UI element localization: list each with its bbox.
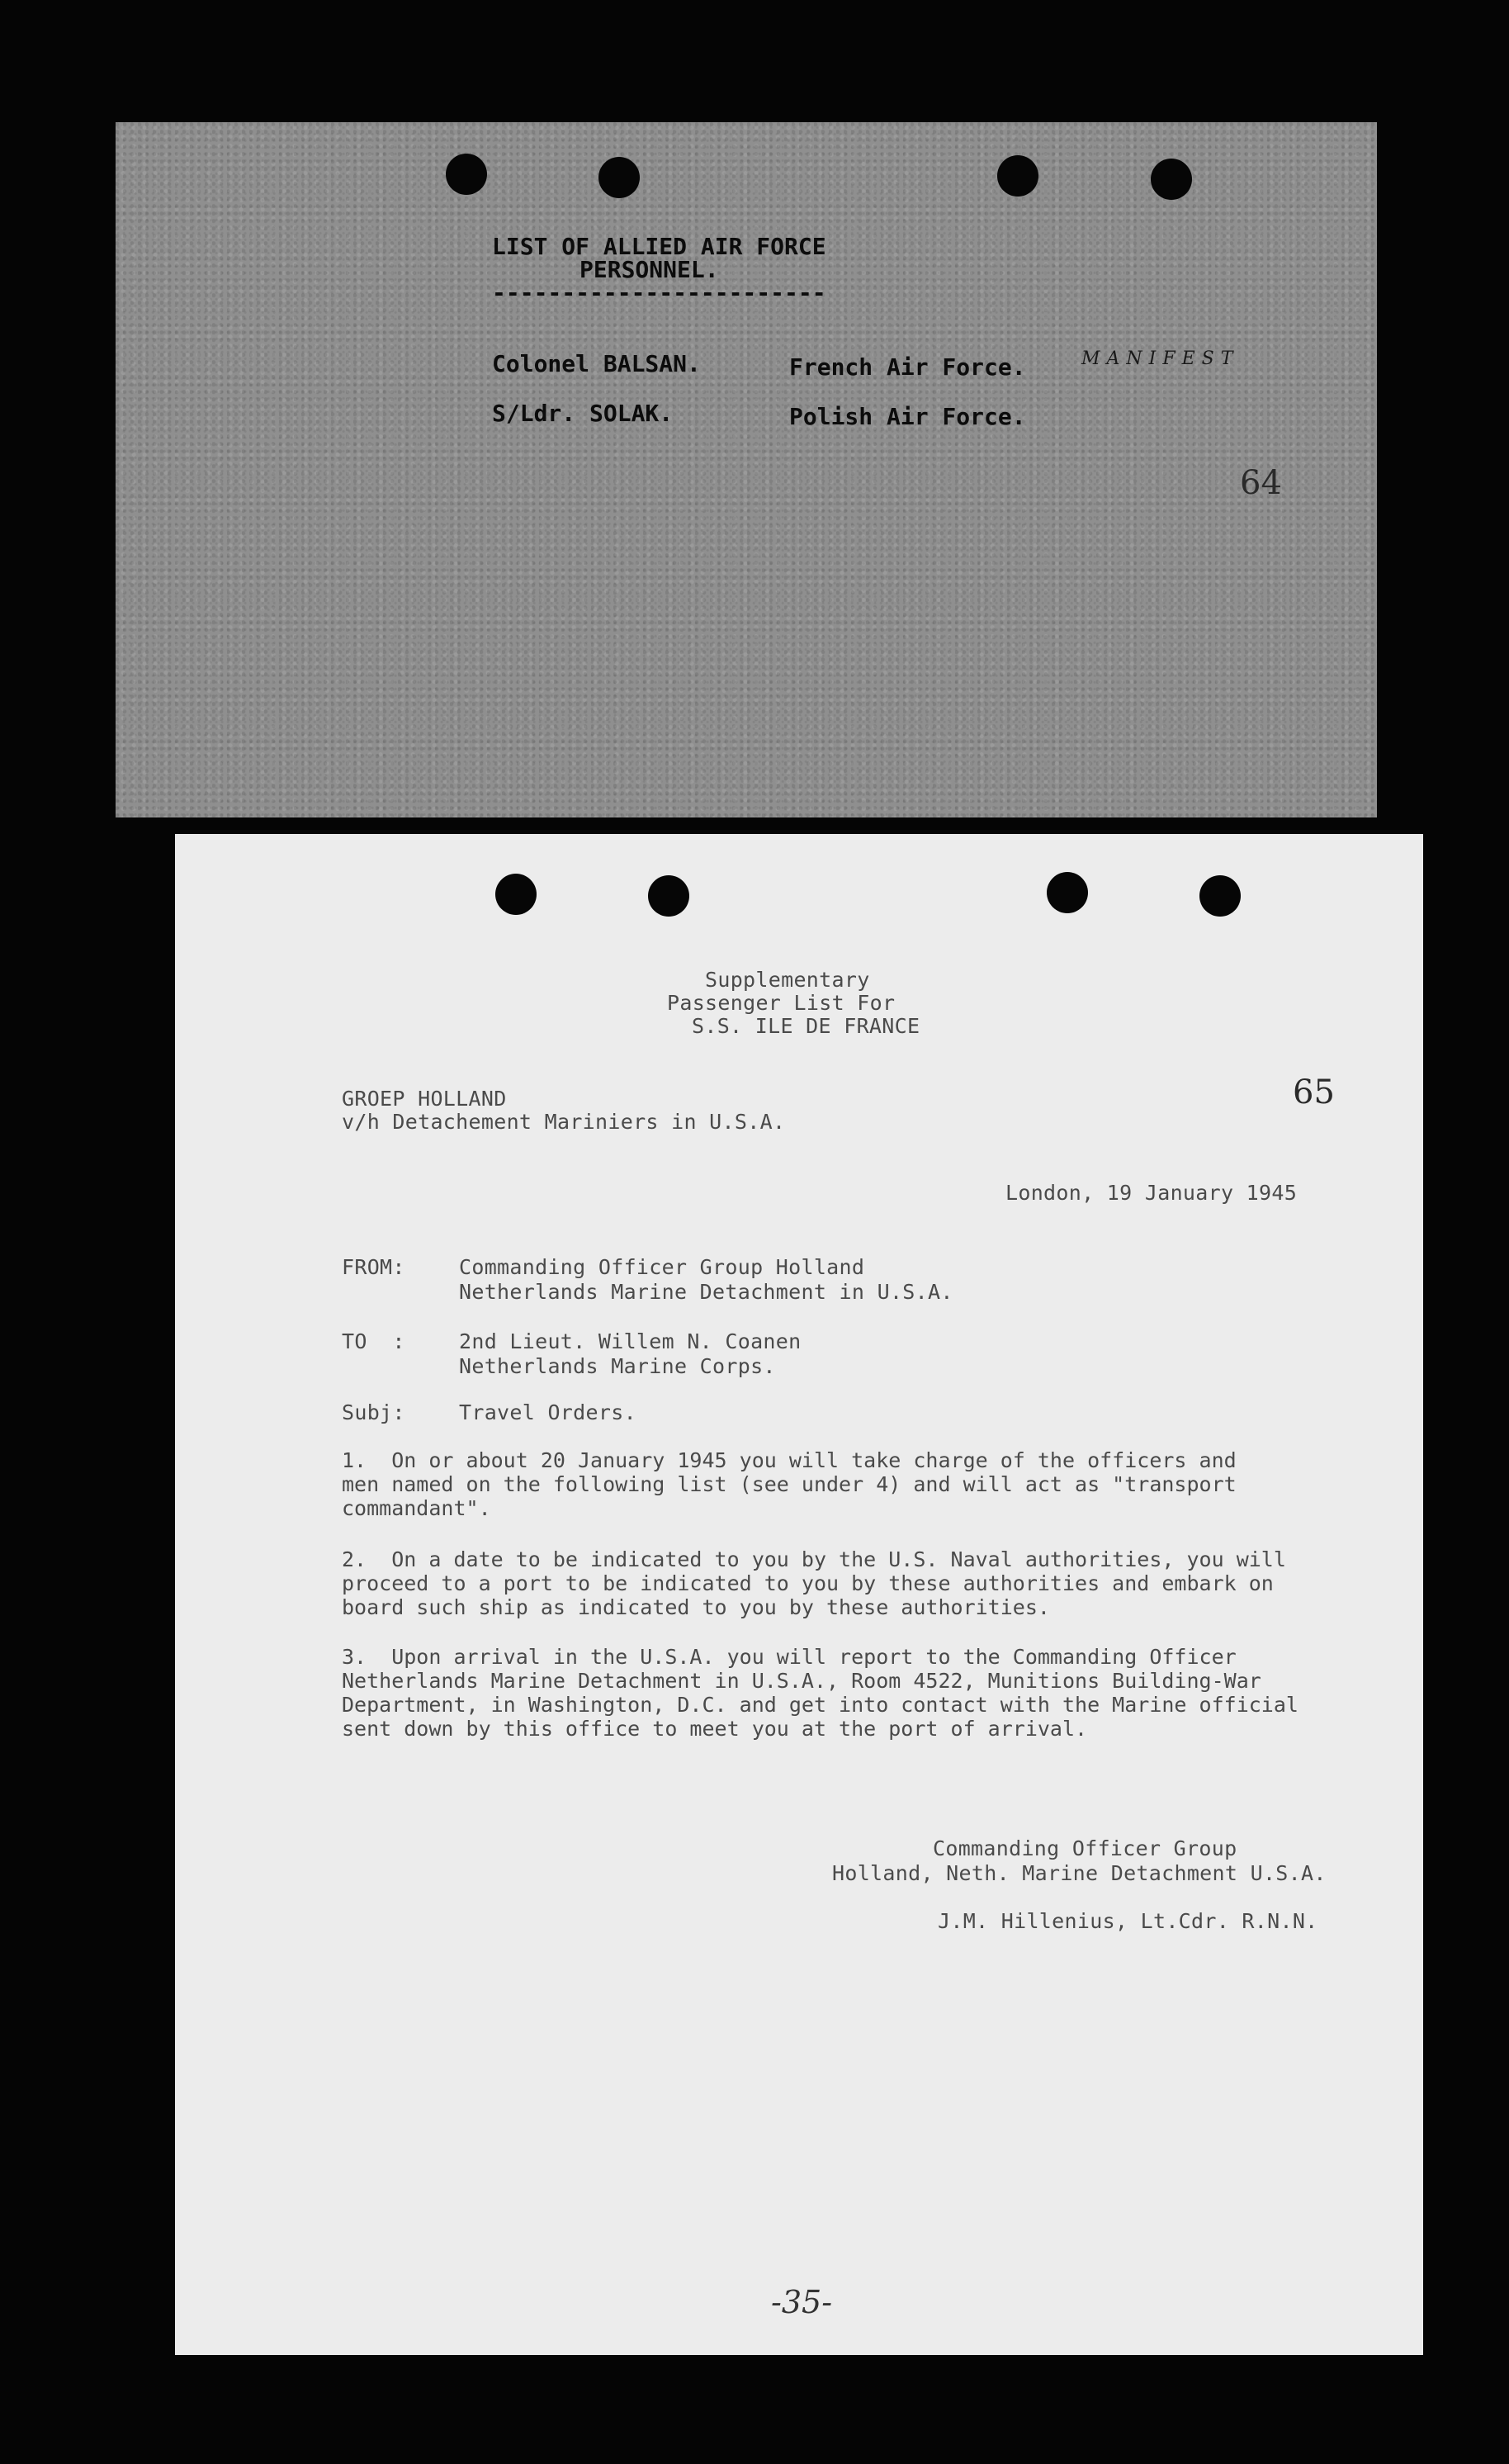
- punch-hole: [598, 157, 640, 198]
- manifest-title-line1: LIST OF ALLIED AIR FORCE: [492, 233, 826, 260]
- manifest-page-number: 64: [1240, 464, 1282, 502]
- handwritten-manifest-note: MANIFEST: [1081, 348, 1240, 369]
- punch-hole: [648, 875, 689, 917]
- org-subtitle: v/h Detachement Mariniers in U.S.A.: [342, 1110, 786, 1134]
- to-line1: 2nd Lieut. Willem N. Coanen: [459, 1329, 802, 1353]
- punch-hole: [446, 154, 487, 195]
- personnel-force: French Air Force.: [789, 353, 1026, 381]
- subj-label: Subj:: [342, 1400, 405, 1424]
- personnel-force: Polish Air Force.: [789, 403, 1026, 430]
- orders-sheet: [175, 834, 1423, 2355]
- signature-name: J.M. Hillenius, Lt.Cdr. R.N.N.: [938, 1909, 1318, 1933]
- paragraph-1: 1. On or about 20 January 1945 you will take charge of the officers and men named on the following list (see under 4) and will act as "transport commandant".: [342, 1448, 1237, 1520]
- paragraph-2: 2. On a date to be indicated to you by the U.S. Naval authorities, you will proceed to a port to be indicated to you by these authorities and embark on board such ship as indicated to you by these authorities.: [342, 1547, 1286, 1619]
- to-label: TO :: [342, 1329, 405, 1353]
- ship-name-header: S.S. ILE DE FRANCE: [692, 1014, 920, 1038]
- orders-page-number: 65: [1293, 1073, 1335, 1111]
- passenger-list-header: Passenger List For: [667, 991, 896, 1015]
- from-line2: Netherlands Marine Detachment in U.S.A.: [459, 1280, 953, 1304]
- punch-hole: [1047, 872, 1088, 913]
- signature-line2: Holland, Neth. Marine Detachment U.S.A.: [832, 1861, 1327, 1885]
- from-label: FROM:: [342, 1255, 405, 1279]
- punch-hole: [1151, 159, 1192, 200]
- supplementary-header: Supplementary: [705, 968, 870, 992]
- personnel-name: Colonel BALSAN.: [492, 350, 701, 377]
- punch-hole: [1199, 875, 1241, 917]
- from-line1: Commanding Officer Group Holland: [459, 1255, 865, 1279]
- paragraph-3: 3. Upon arrival in the U.S.A. you will report to the Commanding Officer Netherlands Marine Detachment in U.S.A., Room 4522, Munitions Building-War Department, in Washington, D.C. and get into contact with the Marine official sent down by this office to meet you at the port of arrival.: [342, 1645, 1298, 1741]
- subj-value: Travel Orders.: [459, 1400, 636, 1424]
- letter-date: London, 19 January 1945: [1005, 1181, 1298, 1205]
- to-line2: Netherlands Marine Corps.: [459, 1354, 776, 1378]
- punch-hole: [495, 874, 537, 915]
- footer-page-number: -35-: [771, 2284, 833, 2320]
- signature-line1: Commanding Officer Group: [933, 1836, 1237, 1860]
- org-name: GROEP HOLLAND: [342, 1087, 507, 1111]
- manifest-sheet: [116, 122, 1377, 817]
- manifest-title-line2: PERSONNEL.: [579, 256, 719, 283]
- personnel-name: S/Ldr. SOLAK.: [492, 400, 674, 427]
- punch-hole: [997, 155, 1038, 197]
- manifest-title-rule: ------------------------: [492, 279, 826, 306]
